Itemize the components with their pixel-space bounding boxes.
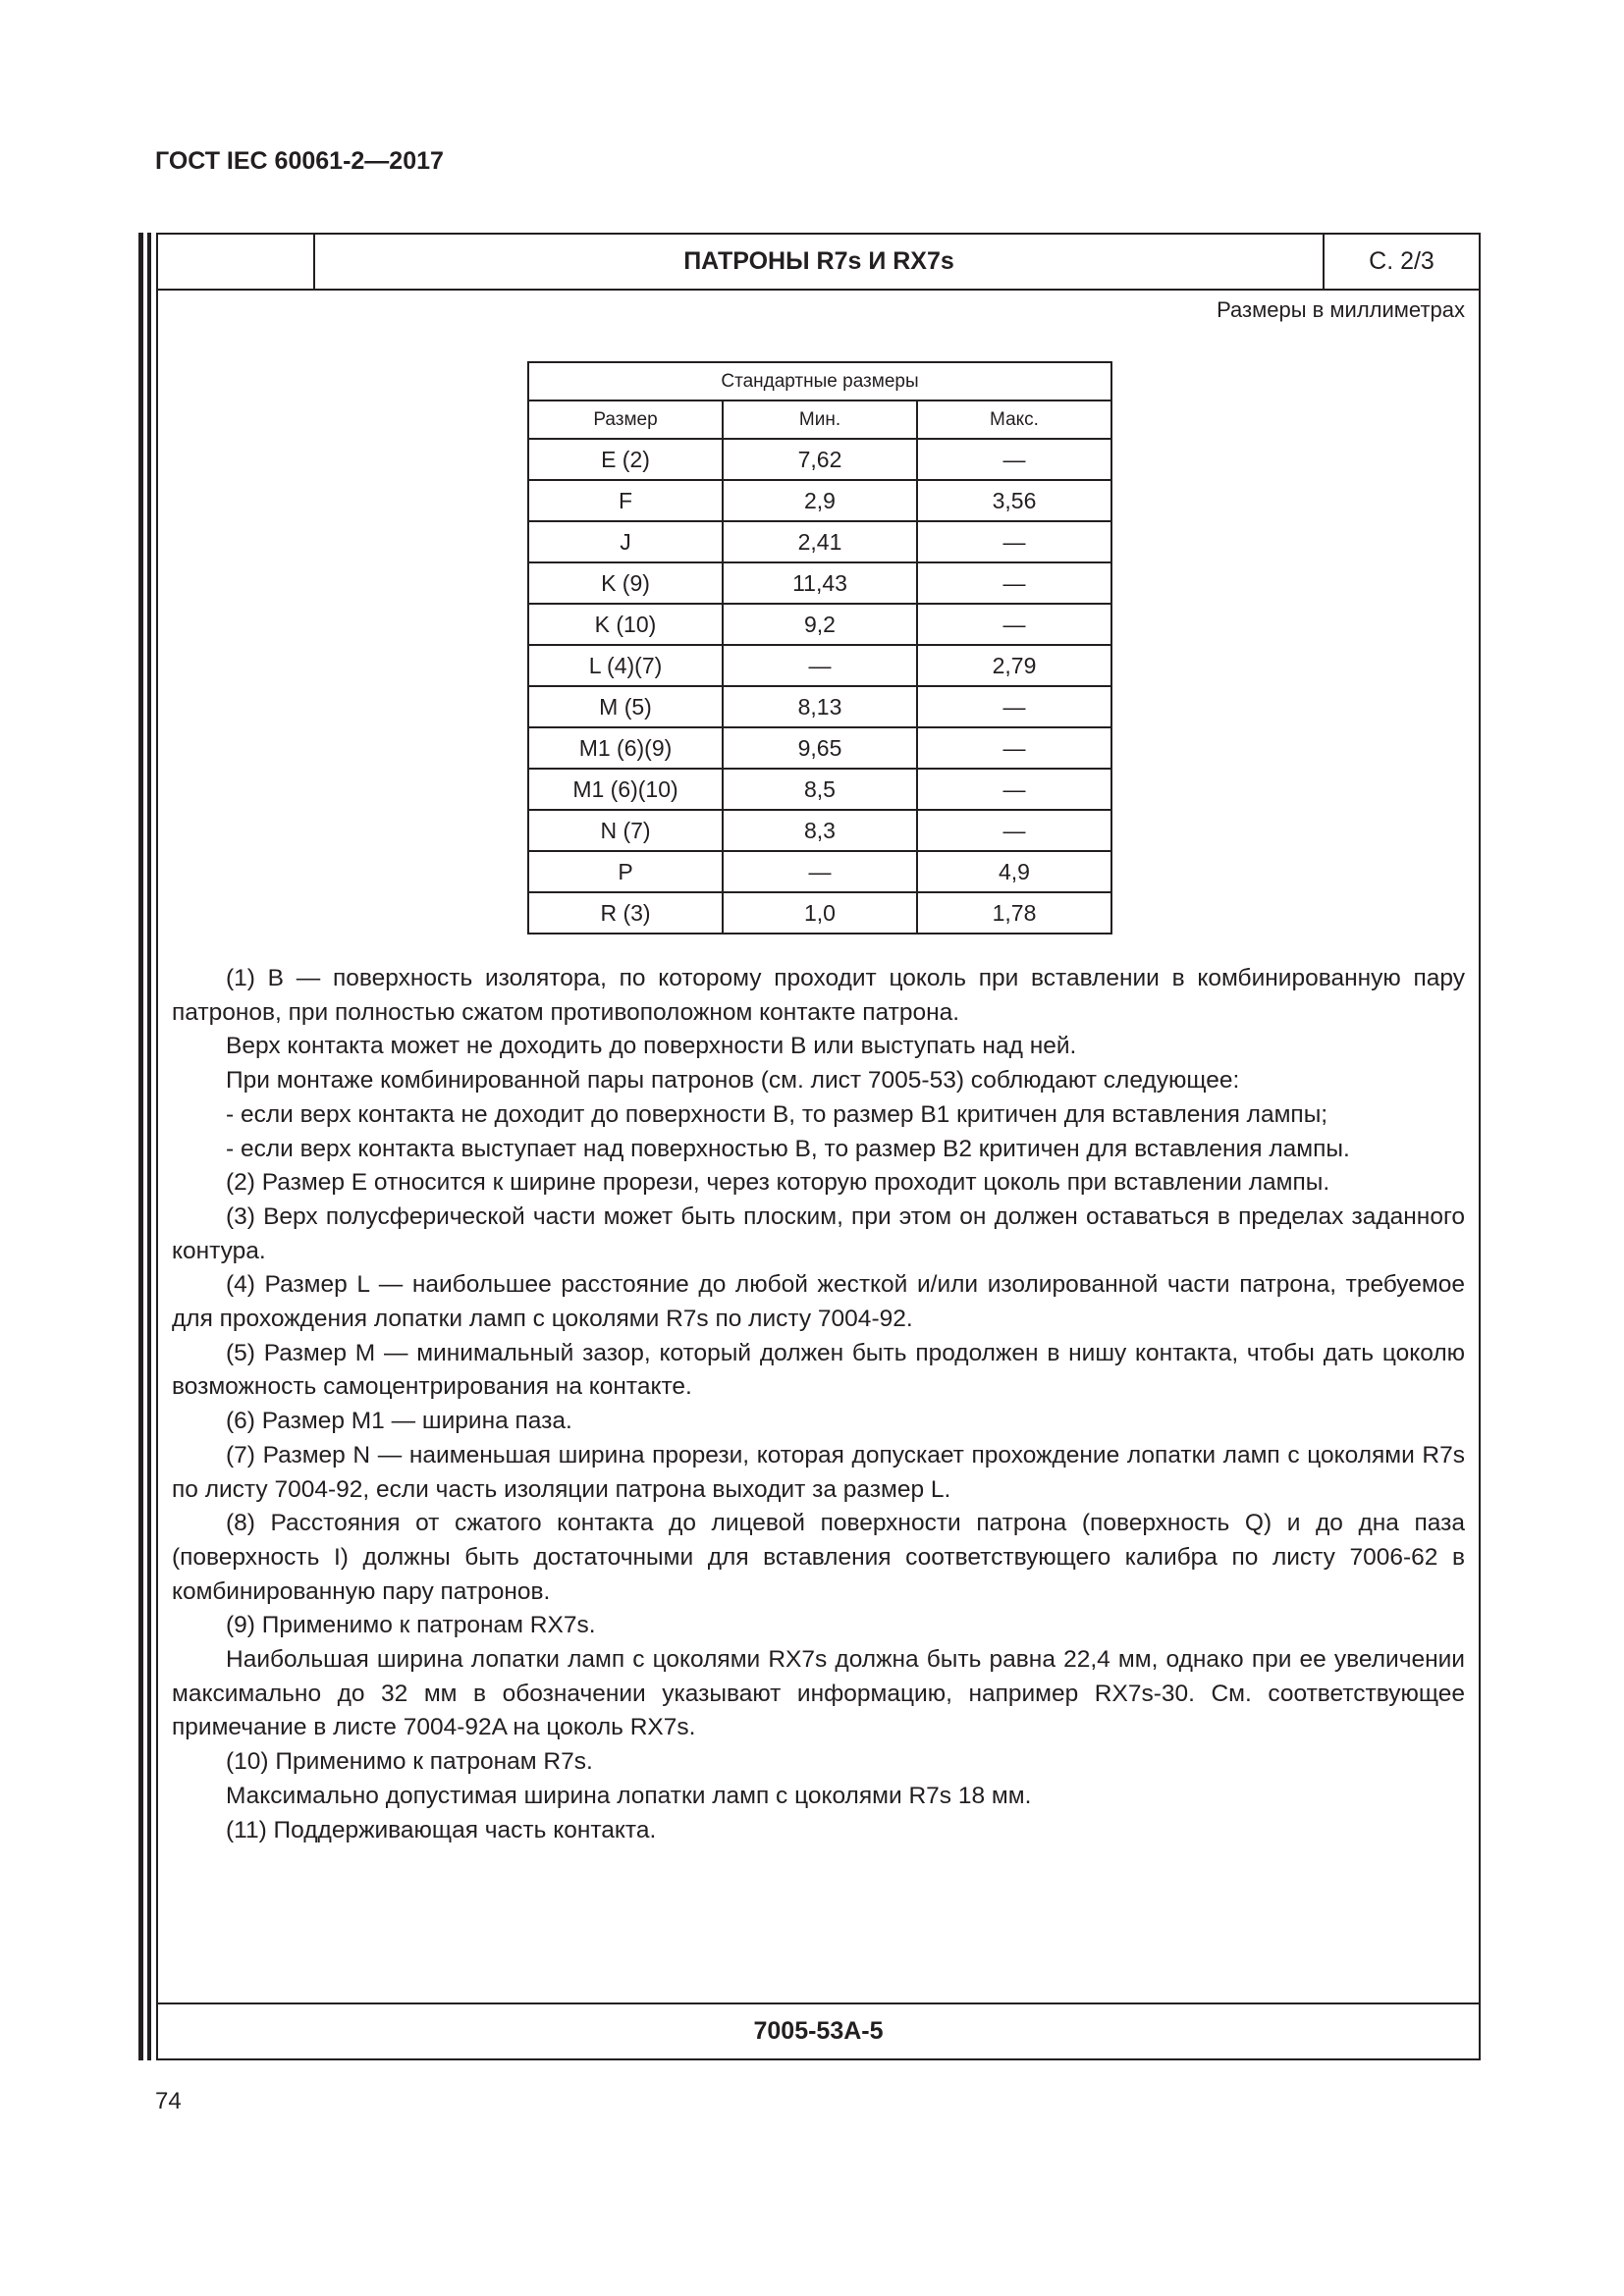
sheet-title: ПАТРОНЫ R7s И RX7s <box>315 235 1325 289</box>
table-row <box>528 892 1111 934</box>
table-row <box>528 686 1111 727</box>
table-cell: L (4)(7) <box>528 645 723 686</box>
table-cell: 1,0 <box>723 892 917 934</box>
table-cell: 3,56 <box>917 480 1111 521</box>
table-cell: — <box>917 727 1111 769</box>
table-cell: K (9) <box>528 562 723 604</box>
table-cell: 9,2 <box>723 604 917 645</box>
table-cell: — <box>917 521 1111 562</box>
note-paragraph: (8) Расстояния от сжатого контакта до лицевой поверхности патрона (поверхность Q) и до дна паза (поверхность I) должны быть достаточными для вставления соответствующего калибра по листу 7006-62 в комбинированную пару патронов. <box>172 1510 1465 1605</box>
table-cell: — <box>917 686 1111 727</box>
table-cell: 8,5 <box>723 769 917 810</box>
table-row <box>528 521 1111 562</box>
dimensions-table <box>527 361 1112 934</box>
table-cell: E (2) <box>528 439 723 480</box>
note-paragraph: Верх контакта может не доходить до поверхности B или выступать над ней. <box>226 1033 1077 1060</box>
header-empty-cell <box>158 235 315 289</box>
table-row <box>528 480 1111 521</box>
table-cell: N (7) <box>528 810 723 851</box>
table-cell: 7,62 <box>723 439 917 480</box>
table-cell: M1 (6)(10) <box>528 769 723 810</box>
table-cell: — <box>917 604 1111 645</box>
table-cell: 8,13 <box>723 686 917 727</box>
table-caption: Стандартные размеры <box>528 362 1111 400</box>
table-cell: 2,41 <box>723 521 917 562</box>
table-cell: F <box>528 480 723 521</box>
margin-bar-inner <box>147 233 151 2060</box>
column-header: Мин. <box>723 400 917 439</box>
note-paragraph: (6) Размер M1 — ширина паза. <box>226 1408 572 1435</box>
units-note: Размеры в миллиметрах <box>1217 297 1465 322</box>
document-code: ГОСТ IEC 60061-2—2017 <box>155 147 444 175</box>
note-paragraph: (4) Размер L — наибольшее расстояние до любой жесткой и/или изолированной части патрона, требуемое для прохождения лопатки ламп с цоколями R7s по листу 7004-92. <box>172 1271 1465 1333</box>
note-paragraph: (3) Верх полусферической части может быть плоским, при этом он должен оставаться в пределах заданного контура. <box>172 1202 1465 1264</box>
table-row <box>528 810 1111 851</box>
table-cell: — <box>917 439 1111 480</box>
note-paragraph: (7) Размер N — наименьшая ширина прорези, которая допускает прохождение лопатки ламп с цоколями R7s по листу 7004-92, если часть изоляции патрона выходит за размер L. <box>172 1441 1465 1503</box>
table-cell: J <box>528 521 723 562</box>
column-header: Макс. <box>917 400 1111 439</box>
table-cell: M (5) <box>528 686 723 727</box>
table-row <box>528 439 1111 480</box>
sheet-header <box>158 235 1479 291</box>
table-cell: K (10) <box>528 604 723 645</box>
table-cell: 2,79 <box>917 645 1111 686</box>
note-paragraph: Максимально допустимая ширина лопатки ламп с цоколями R7s 18 мм. <box>226 1782 1032 1809</box>
notes <box>172 962 1465 1847</box>
table-row <box>528 727 1111 769</box>
note-paragraph: При монтаже комбинированной пары патронов (см. лист 7005-53) соблюдают следующее: <box>226 1067 1240 1095</box>
table-cell: M1 (6)(9) <box>528 727 723 769</box>
table-cell: — <box>917 562 1111 604</box>
page-number: 74 <box>155 2088 182 2114</box>
table-cell: — <box>917 769 1111 810</box>
table-cell: 9,65 <box>723 727 917 769</box>
table-cell: 11,43 <box>723 562 917 604</box>
table-cell: P <box>528 851 723 892</box>
table-cell: 1,78 <box>917 892 1111 934</box>
table-cell: 2,9 <box>723 480 917 521</box>
table-row <box>528 645 1111 686</box>
table-cell: 8,3 <box>723 810 917 851</box>
table-cell: — <box>917 810 1111 851</box>
note-paragraph: Наибольшая ширина лопатки ламп с цоколями RX7s должна быть равна 22,4 мм, однако при ее увеличении максимально до 32 мм в обозначении указывают информацию, например RX7s-30. См. соответствующее примечание в листе 7004-92A на цоколь RX7s. <box>172 1646 1465 1741</box>
column-header: Размер <box>528 400 723 439</box>
note-paragraph: (9) Применимо к патронам RX7s. <box>226 1612 596 1639</box>
table-cell: — <box>723 851 917 892</box>
note-paragraph: (11) Поддерживающая часть контакта. <box>226 1816 657 1843</box>
table-row <box>528 604 1111 645</box>
table-row <box>528 562 1111 604</box>
sheet-number: С. 2/3 <box>1369 247 1435 275</box>
note-paragraph: (5) Размер M — минимальный зазор, который должен быть продолжен в нишу контакта, чтобы дать цоколю возможность самоцентрирования на контакте. <box>172 1339 1465 1401</box>
note-paragraph: (1) B — поверхность изолятора, по которому проходит цоколь при вставлении в комбинированную пару патронов, при полностью сжатом противоположном контакте патрона. <box>172 965 1465 1026</box>
note-paragraph: (2) Размер E относится к ширине прорези, через которую проходит цоколь при вставлении лампы. <box>226 1169 1330 1197</box>
table-cell: — <box>723 645 917 686</box>
note-paragraph: - если верх контакта выступает над поверхностью B, то размер B2 критичен для вставления лампы. <box>226 1135 1350 1162</box>
table-cell: 4,9 <box>917 851 1111 892</box>
sheet-footer-code: 7005-53A-5 <box>158 2002 1479 2058</box>
note-paragraph: - если верх контакта не доходит до поверхности B, то размер B1 критичен для вставления лампы; <box>226 1100 1328 1128</box>
table-row <box>528 769 1111 810</box>
margin-bar-outer <box>138 233 143 2060</box>
note-paragraph: (10) Применимо к патронам R7s. <box>226 1748 593 1776</box>
standard-sheet <box>156 233 1481 2060</box>
table-row <box>528 851 1111 892</box>
table-cell: R (3) <box>528 892 723 934</box>
